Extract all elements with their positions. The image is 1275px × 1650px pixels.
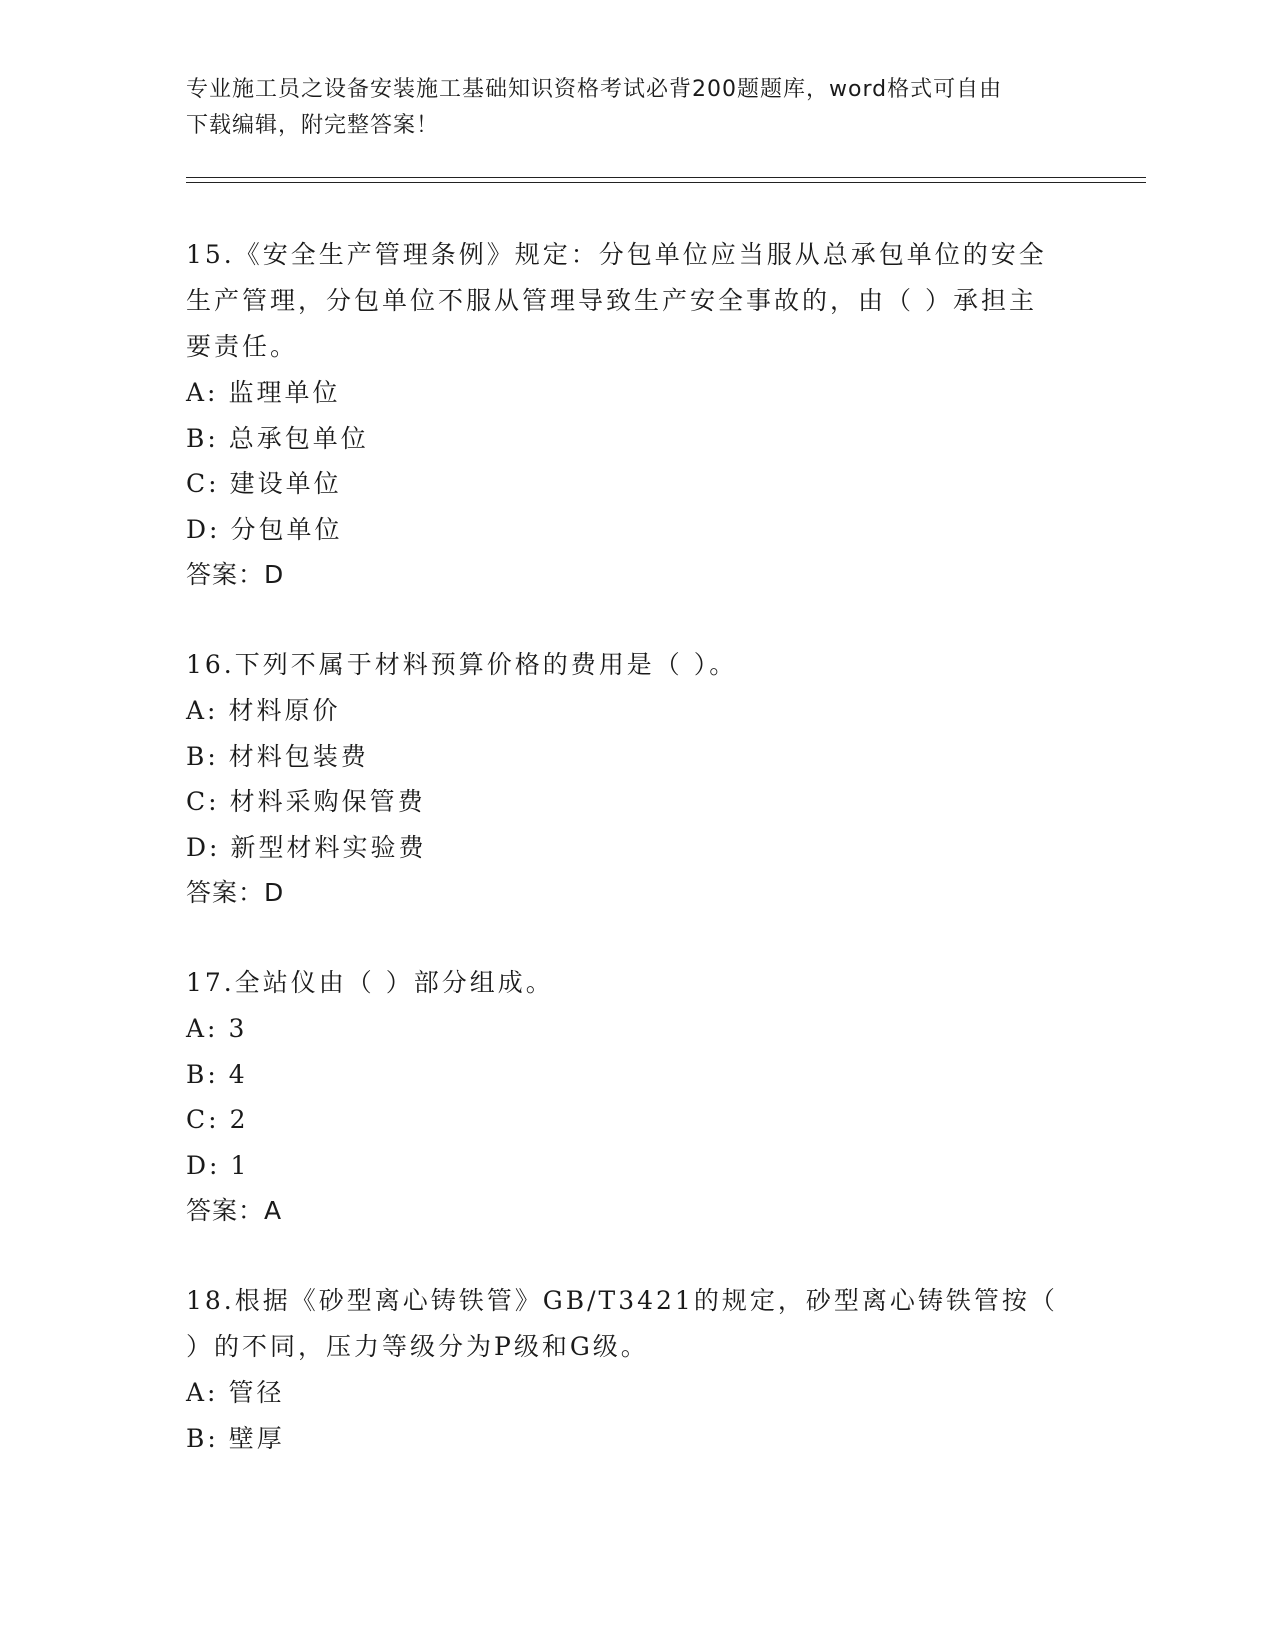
option-b — [186, 1416, 1066, 1462]
option-b — [186, 734, 1066, 780]
option-key: C: — [186, 1105, 220, 1134]
answer-line: 答案：D — [186, 878, 285, 907]
option-text: 3 — [228, 1014, 248, 1043]
option-text: 材料包装费 — [228, 741, 369, 771]
stem-line: 要责任。 — [186, 332, 299, 361]
option-text: 分包单位 — [230, 514, 343, 544]
question-15 — [186, 232, 1066, 598]
stem-line: ）的不同，压力等级分为P级和G级。 — [186, 1332, 649, 1361]
option-text: 总承包单位 — [228, 423, 369, 453]
option-text: 建设单位 — [229, 469, 342, 498]
question-18 — [186, 1278, 1066, 1461]
option-key: A: — [186, 1378, 219, 1407]
option-a — [186, 1370, 1066, 1416]
question-17 — [186, 960, 1066, 1234]
stem-line: 生产管理，分包单位不服从管理导致生产安全事故的，由（ ）承担主 — [186, 286, 1037, 315]
option-b — [186, 416, 1066, 462]
header-rule-bottom — [186, 182, 1146, 183]
question-stem — [186, 642, 1066, 688]
header-line-1: 专业施工员之设备安装施工基础知识资格考试必背200题题库，word格式可自由 — [186, 77, 1003, 102]
stem-line: 16.下列不属于材料预算价格的费用是（ ）。 — [186, 650, 738, 679]
option-text: 材料原价 — [228, 696, 341, 725]
option-text: 新型材料实验费 — [230, 832, 427, 862]
question-stem — [186, 232, 1066, 370]
option-key: B: — [186, 1423, 219, 1453]
stem-line: 18.根据《砂型离心铸铁管》GB/T3421的规定，砂型离心铸铁管按（ — [186, 1286, 1058, 1315]
option-key: A: — [186, 378, 219, 407]
option-key: A: — [186, 1014, 219, 1043]
answer-line: 答案：A — [186, 1196, 283, 1225]
question-stem — [186, 960, 1066, 1006]
option-b — [186, 1052, 1066, 1098]
question-list — [186, 232, 1066, 1505]
option-a — [186, 370, 1066, 416]
option-text: 监理单位 — [228, 378, 341, 407]
option-key: B: — [186, 741, 219, 771]
header-text — [186, 72, 1066, 144]
option-key: D: — [186, 832, 221, 862]
stem-line: 17.全站仪由（ ）部分组成。 — [186, 968, 554, 997]
option-text: 1 — [230, 1150, 250, 1180]
option-key: D: — [186, 1150, 221, 1180]
option-key: C: — [186, 469, 220, 498]
option-d — [186, 507, 1066, 553]
header-rule-top — [186, 177, 1146, 178]
stem-line: 15.《安全生产管理条例》规定：分包单位应当服从总承包单位的安全 — [186, 240, 1047, 269]
header-line-2: 下载编辑，附完整答案！ — [186, 113, 440, 138]
option-c — [186, 779, 1066, 825]
option-a — [186, 1006, 1066, 1052]
option-key: A: — [186, 696, 219, 725]
option-c — [186, 461, 1066, 507]
option-key: B: — [186, 1059, 219, 1089]
answer-line: 答案：D — [186, 560, 285, 589]
option-key: C: — [186, 787, 220, 816]
option-c — [186, 1097, 1066, 1143]
option-key: D: — [186, 514, 221, 544]
option-text: 管径 — [228, 1378, 285, 1407]
question-stem — [186, 1278, 1066, 1370]
option-text: 2 — [229, 1105, 249, 1134]
option-text: 壁厚 — [228, 1423, 285, 1453]
option-text: 4 — [228, 1059, 248, 1089]
option-d — [186, 825, 1066, 871]
option-text: 材料采购保管费 — [229, 787, 426, 816]
question-16 — [186, 642, 1066, 916]
option-key: B: — [186, 423, 219, 453]
option-d — [186, 1143, 1066, 1189]
option-a — [186, 688, 1066, 734]
